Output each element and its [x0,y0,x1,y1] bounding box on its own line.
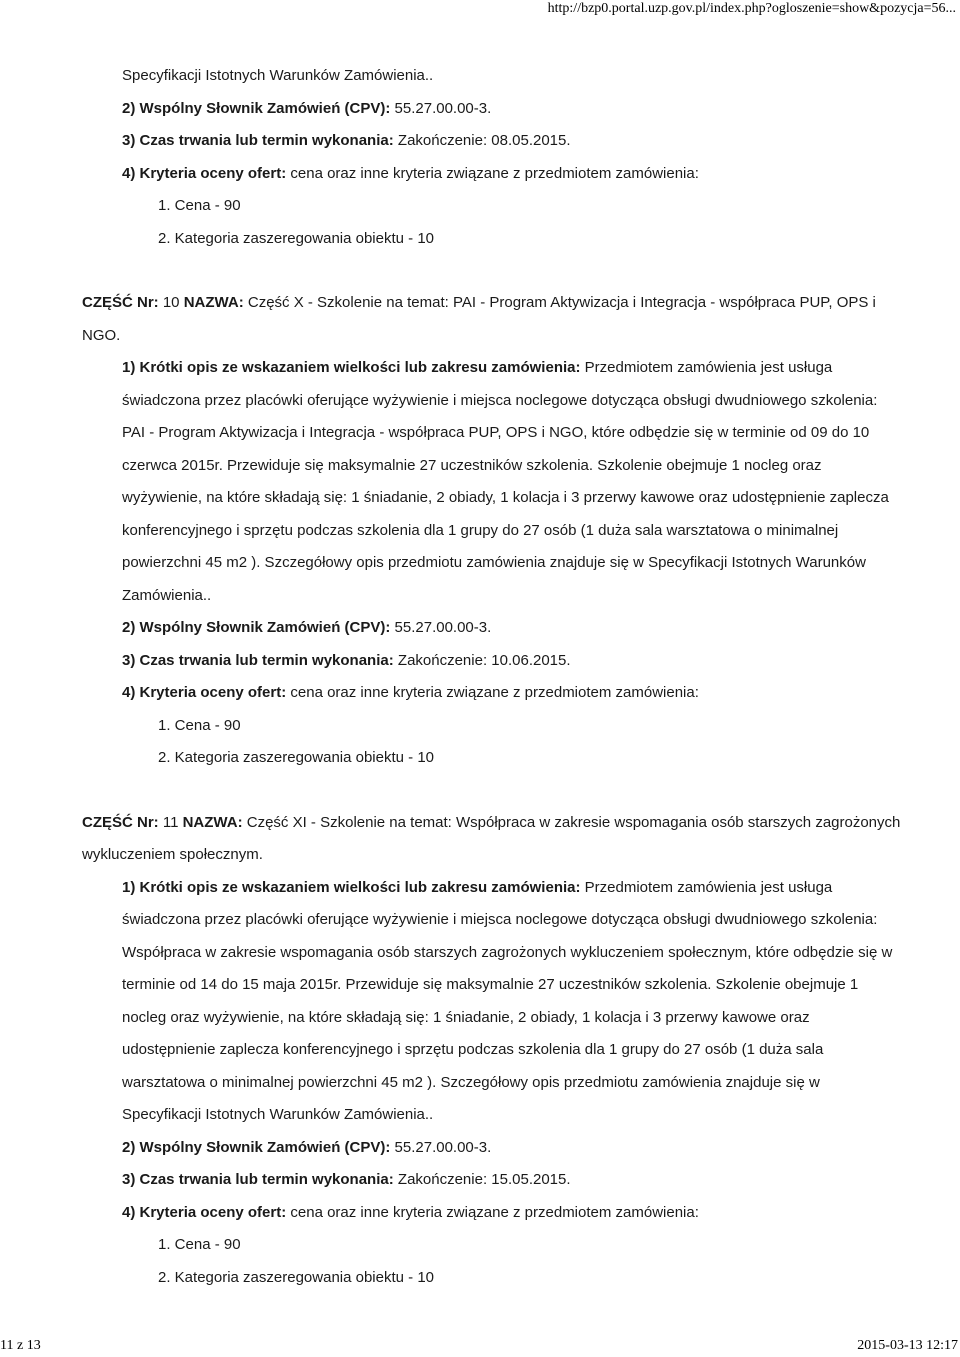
page-number: 11 z 13 [0,1338,41,1353]
criteria-value: cena oraz inne kryteria związane z przedmiotem zamówienia: [286,684,699,701]
description-value: Przedmiotem zamówienia jest usługa świadczona przez placówki oferujące wyżywienie i miejsca noclegowe dotycząca obsługi dwudniowego szkolenia: PAI - Program Aktywizacja i Integracja - współpraca PUP, OPS i NGO, które odbędzie się w terminie od 09 do 10 czerwca 2015r. Przewiduje się maksymalnie 27 uczestników szkolenia. Szkolenie obejmuje 1 nocleg oraz wyżywienie, na które składają się: 1 śniadanie, 2 obiady, 1 kolacja i 3 przerwy kawowe oraz udostępnienie zaplecza konferencyjnego i sprzętu podczas szkolenia dla 1 grupy do 27 osób (1 duża sala warsztatowa o minimalnej powierzchni 45 m2 ). Szczegółowy opis przedmiotu zamówienia znajduje się w Specyfikacji Istotnych Warunków Zamówienia.. [122,359,889,604]
page-footer [0,1337,960,1355]
part-name-label: NAZWA: [182,813,243,831]
criteria-label: 4) Kryteria oceny ofert: [122,164,287,182]
criteria-line [122,677,902,710]
term-value: Zakończenie: 10.06.2015. [393,651,571,669]
criteria-item: 1. Cena - 90 [158,716,241,734]
description-value: Przedmiotem zamówienia jest usługa świadczona przez placówki oferujące wyżywienie i miejsca noclegowe dotycząca obsługi dwudniowego szkolenia: Współpraca w zakresie wspomagania osób starszych zagrożonych wykluczeniem społecznym, które odbędzie się w terminie od 14 do 15 maja 2015r. Przewiduje się maksymalnie 27 uczestników szkolenia. Szkolenie obejmuje 1 nocleg oraz wyżywienie, na które składają się: 1 śniadanie, 2 obiady, 1 kolacja i 3 przerwy kawowe oraz udostępnienie zaplecza konferencyjnego i sprzętu podczas szkolenia dla 1 grupy do 27 osób (1 duża sala warsztatowa o minimalnej powierzchni 45 m2 ). Szczegółowy opis przedmiotu zamówienia znajduje się w Specyfikacji Istotnych Warunków Zamówienia.. [122,878,893,1123]
print-datetime: 2015-03-13 12:17 [857,1338,958,1353]
cpv-label: 2) Wspólny Słownik Zamówień (CPV): [122,619,391,636]
criteria-item: 2. Kategoria zaszeregowania obiektu - 10 [158,229,435,247]
criteria-item: 1. Cena - 90 [158,1236,241,1253]
spec-tail-text: Specyfikacji Istotnych Warunków Zamówienia.. [122,67,434,84]
short-description [122,352,895,612]
cpv-value: 55.27.00.00-3. [390,99,492,117]
cpv-label: 2) Wspólny Słownik Zamówień (CPV): [122,99,391,117]
criteria-value: cena oraz inne kryteria związane z przedmiotem zamówienia: [286,164,699,182]
term-label: 3) Czas trwania lub termin wykonania: [122,1171,394,1188]
short-description [122,872,895,1132]
criteria-item: 1. Cena - 90 [158,197,241,214]
part-label: CZĘŚĆ Nr: [82,813,159,831]
criteria-label: 4) Kryteria oceny ofert: [122,684,287,701]
part-name-value: Część X - Szkolenie na temat: PAI - Program Aktywizacja i Integracja - współpraca PUP, OPS i NGO. [82,294,876,344]
criteria-line [122,1197,902,1230]
part-name-value: Część XI - Szkolenie na temat: Współpraca w zakresie wspomagania osób starszych zagrożonych wykluczeniem społecznym. [82,813,901,863]
term-value: Zakończenie: 15.05.2015. [393,1171,571,1188]
part-heading [82,287,902,352]
cpv-line [122,93,902,126]
term-value: Zakończenie: 08.05.2015. [393,132,571,149]
part-heading [82,807,902,872]
term-label: 3) Czas trwania lub termin wykonania: [122,651,394,669]
description-label: 1) Krótki opis ze wskazaniem wielkości lub zakresu zamówienia: [122,878,581,896]
term-label: 3) Czas trwania lub termin wykonania: [122,132,394,149]
cpv-line [122,612,902,645]
criteria-item: 2. Kategoria zaszeregowania obiektu - 10 [158,749,435,766]
page-url-header: http://bzp0.portal.uzp.gov.pl/index.php?ogloszenie=show&pozycja=56... [547,1,956,16]
term-line [122,645,902,678]
cpv-value: 55.27.00.00-3. [390,1138,492,1156]
document-content [82,60,902,1294]
term-line [122,1164,902,1197]
cpv-value: 55.27.00.00-3. [390,619,492,636]
part-label: CZĘŚĆ Nr: [82,294,159,311]
part-number: 10 [158,294,184,311]
term-line [122,125,902,158]
description-label: 1) Krótki opis ze wskazaniem wielkości lub zakresu zamówienia: [122,359,581,376]
part-name-label: NAZWA: [183,294,244,311]
criteria-label: 4) Kryteria oceny ofert: [122,1203,287,1221]
criteria-line [122,158,902,191]
cpv-label: 2) Wspólny Słownik Zamówień (CPV): [122,1138,391,1156]
criteria-value: cena oraz inne kryteria związane z przedmiotem zamówienia: [286,1203,699,1221]
cpv-line [122,1132,902,1165]
criteria-item: 2. Kategoria zaszeregowania obiektu - 10 [158,1268,435,1286]
part-number: 11 [158,813,183,831]
